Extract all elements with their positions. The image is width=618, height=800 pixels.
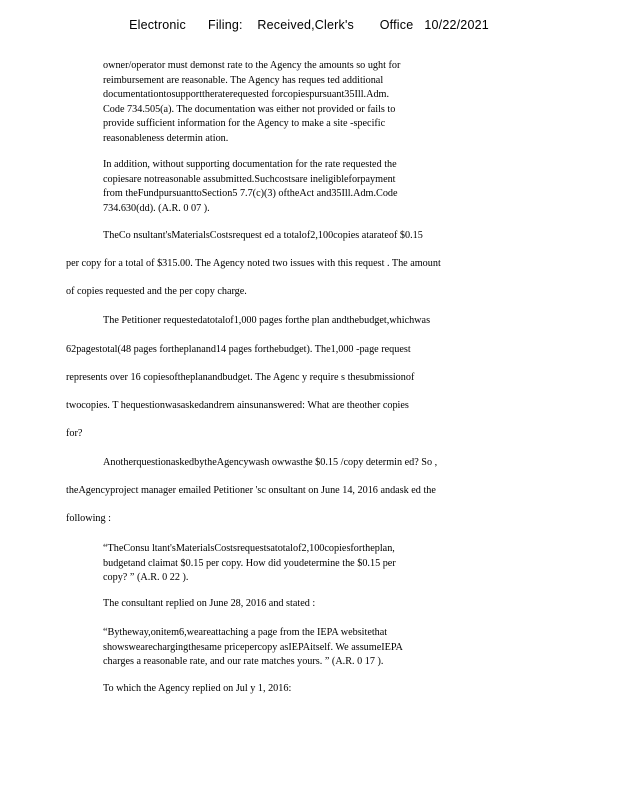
text-line: owner/operator must demonst rate to the Agency the amounts so ught for bbox=[103, 60, 401, 71]
text-line: reasonableness determin ation. bbox=[103, 132, 229, 144]
text-line: 734.630(dd). (A.R. 0 07 ). bbox=[103, 202, 210, 214]
paragraph-ineligible-costs bbox=[103, 158, 398, 216]
text-line: To which the Agency replied on Jul y 1, 2016: bbox=[103, 683, 292, 694]
text-line: for? bbox=[66, 428, 83, 439]
text-line: following : bbox=[66, 513, 111, 524]
text-line: TheCo nsultant'sMaterialsCostsrequest ed a totalof2,100copies atarateof $0.15 bbox=[103, 230, 423, 241]
text-line: represents over 16 copiesoftheplanandbudget. The Agenc y require s thesubmissionof bbox=[66, 372, 415, 383]
text-line: showswearechargingthesame pricepercopy asIEPAitself. We assumeIEPA bbox=[103, 641, 403, 653]
text-line: budgetand claimat $0.15 per copy. How did youdetermine the $0.15 per bbox=[103, 557, 396, 569]
text-line: of copies requested and the per copy charge. bbox=[66, 286, 247, 297]
text-line: per copy for a total of $315.00. The Agency noted two issues with this request . The amount bbox=[66, 258, 441, 269]
paragraph-reasonableness bbox=[103, 59, 400, 147]
text-line: theAgencyproject manager emailed Petitioner 'sc onsultant on June 14, 2016 andask ed the bbox=[66, 485, 436, 496]
text-line: reimbursement are reasonable. The Agency has reques ted additional bbox=[103, 74, 384, 86]
quote-consultant-reply bbox=[103, 626, 403, 670]
quote-consultant-question bbox=[103, 542, 396, 586]
text-line: Code 734.505(a). The documentation was either not provided or fails to bbox=[103, 103, 396, 115]
text-line: “TheConsu ltant'sMaterialsCostsrequestsatotalof2,100copiesfortheplan, bbox=[103, 543, 395, 554]
text-line: “Bytheway,onitem6,weareattaching a page from the IEPA websitethat bbox=[103, 627, 388, 638]
text-line: from theFundpursuanttoSection5 7.7(c)(3) oftheAct and35Ill.Adm.Code bbox=[103, 188, 398, 200]
text-line: twocopies. T hequestionwasaskedandrem ainsunanswered: What are theother copies bbox=[66, 400, 409, 411]
text-line: AnotherquestionaskedbytheAgencywash owwasthe $0.15 /copy determin ed? So , bbox=[103, 457, 438, 468]
text-line: documentationtosupporttheraterequested forcopiespursuant35Ill.Adm. bbox=[103, 89, 390, 101]
text-line: The consultant replied on June 28, 2016 and stated : bbox=[103, 598, 316, 609]
text-line: copiesare notreasonable assubmitted.Suchcostsare ineligibleforpayment bbox=[103, 173, 396, 185]
text-line: In addition, without supporting documentation for the rate requested the bbox=[103, 159, 397, 170]
text-line: The Petitioner requestedatotalof1,000 pages forthe plan andthebudget,whichwas bbox=[103, 315, 431, 326]
text-line: provide sufficient information for the Agency to make a site -specific bbox=[103, 118, 386, 130]
text-line: 62pagestotal(48 pages fortheplanand14 pages forthebudget). The1,000 -page request bbox=[66, 344, 411, 355]
filing-header-text: Electronic Filing: Received,Clerk's Office 10/22/2021 bbox=[129, 18, 489, 32]
text-line: copy? ” (A.R. 0 22 ). bbox=[103, 572, 189, 584]
filing-header bbox=[0, 18, 618, 32]
text-line: charges a reasonable rate, and our rate matches yours. ” (A.R. 0 17 ). bbox=[103, 656, 384, 668]
